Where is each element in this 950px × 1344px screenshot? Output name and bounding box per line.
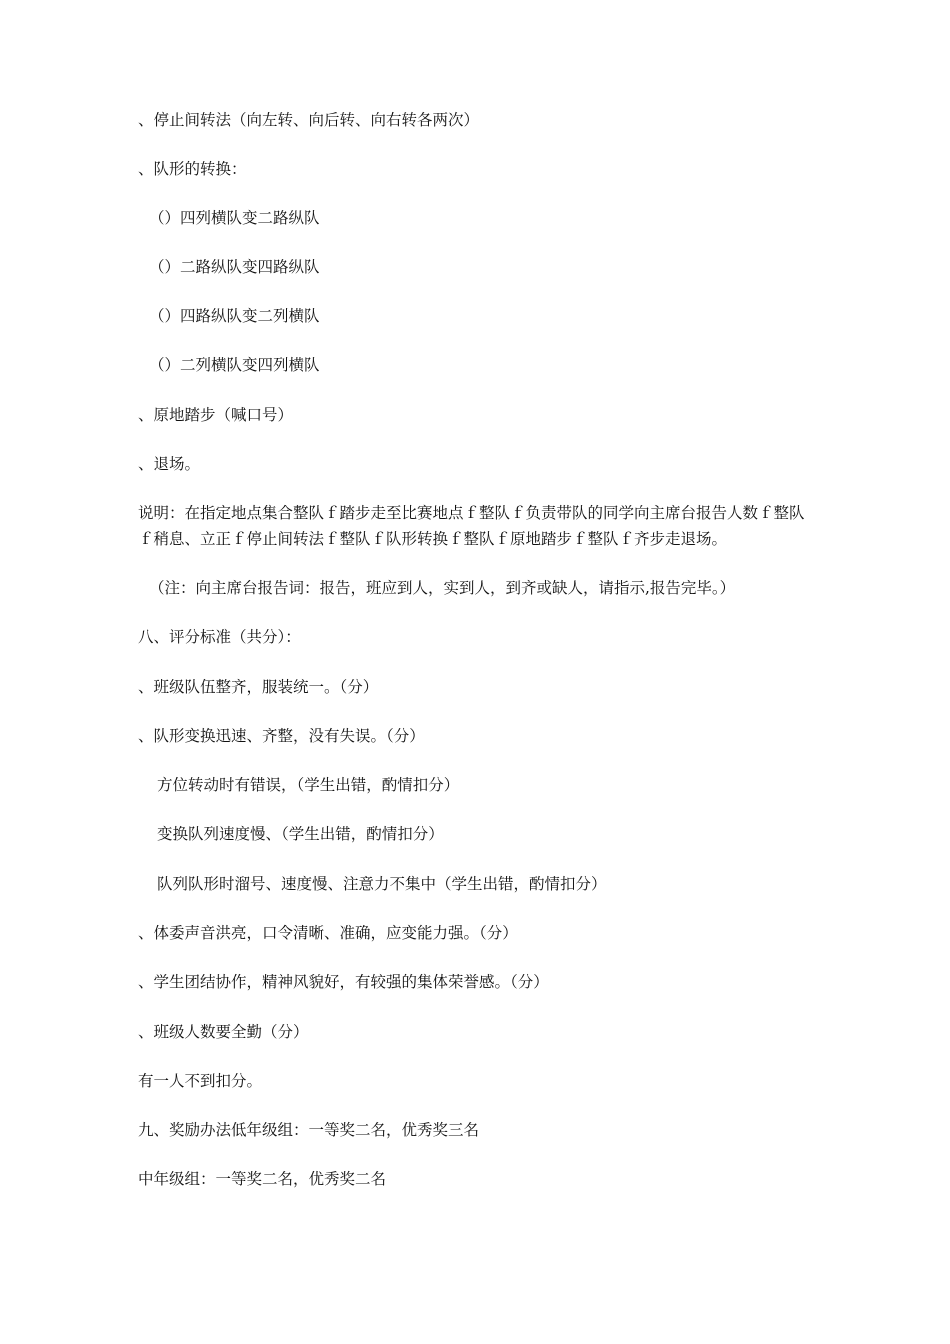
text-line: 、班级人数要全勤（分） xyxy=(138,1023,309,1041)
text-line: （）二路纵队变四路纵队 xyxy=(149,258,320,276)
text-line: 方位转动时有错误，（学生出错，酌情扣分） xyxy=(157,776,460,794)
text-line: 有一人不到扣分。 xyxy=(138,1072,263,1090)
text-line: 、停止间转法（向左转、向后转、向右转各两次） xyxy=(138,111,480,129)
text-line: 、班级队伍整齐，服装统一。（分） xyxy=(138,678,379,696)
text-line: 、原地踏步（喊口号） xyxy=(138,406,294,424)
text-line: 、退场。 xyxy=(138,455,201,473)
explanation-paragraph: 说明：在指定地点集合整队ｆ踏步走至比赛地点ｆ整队ｆ负责带队的同学向主席台报告人数ｆ整队ｆ稍息、立正ｆ停止间转法ｆ整队ｆ队形转换ｆ整队ｆ原地踏步ｆ整队ｆ齐步走退场。 xyxy=(138,504,805,548)
text-line: （）二列横队变四列横队 xyxy=(149,356,320,374)
section-heading: 九、奖励办法低年级组：一等奖二名，优秀奖三名 xyxy=(138,1121,480,1139)
text-line: 变换队列速度慢、（学生出错，酌情扣分） xyxy=(157,825,444,843)
text-line: （）四路纵队变二列横队 xyxy=(149,307,320,325)
section-heading: 八、评分标准（共分）： xyxy=(138,628,301,646)
text-line: 、体委声音洪亮，口令清晰、准确，应变能力强。（分） xyxy=(138,924,518,942)
text-line: （）四列横队变二路纵队 xyxy=(149,209,320,227)
note-line: （注：向主席台报告词：报告，班应到人，实到人，到齐或缺人，请指示,报告完毕。） xyxy=(149,579,736,597)
text-line: 中年级组：一等奖二名，优秀奖二名 xyxy=(138,1170,387,1188)
text-line: 、学生团结协作，精神风貌好，有较强的集体荣誉感。（分） xyxy=(138,973,549,991)
text-line: 、队形的转换： xyxy=(138,160,247,178)
text-line: 队列队形时溜号、速度慢、注意力不集中（学生出错，酌情扣分） xyxy=(157,875,607,893)
text-line: 、队形变换迅速、齐整，没有失误。（分） xyxy=(138,727,425,745)
